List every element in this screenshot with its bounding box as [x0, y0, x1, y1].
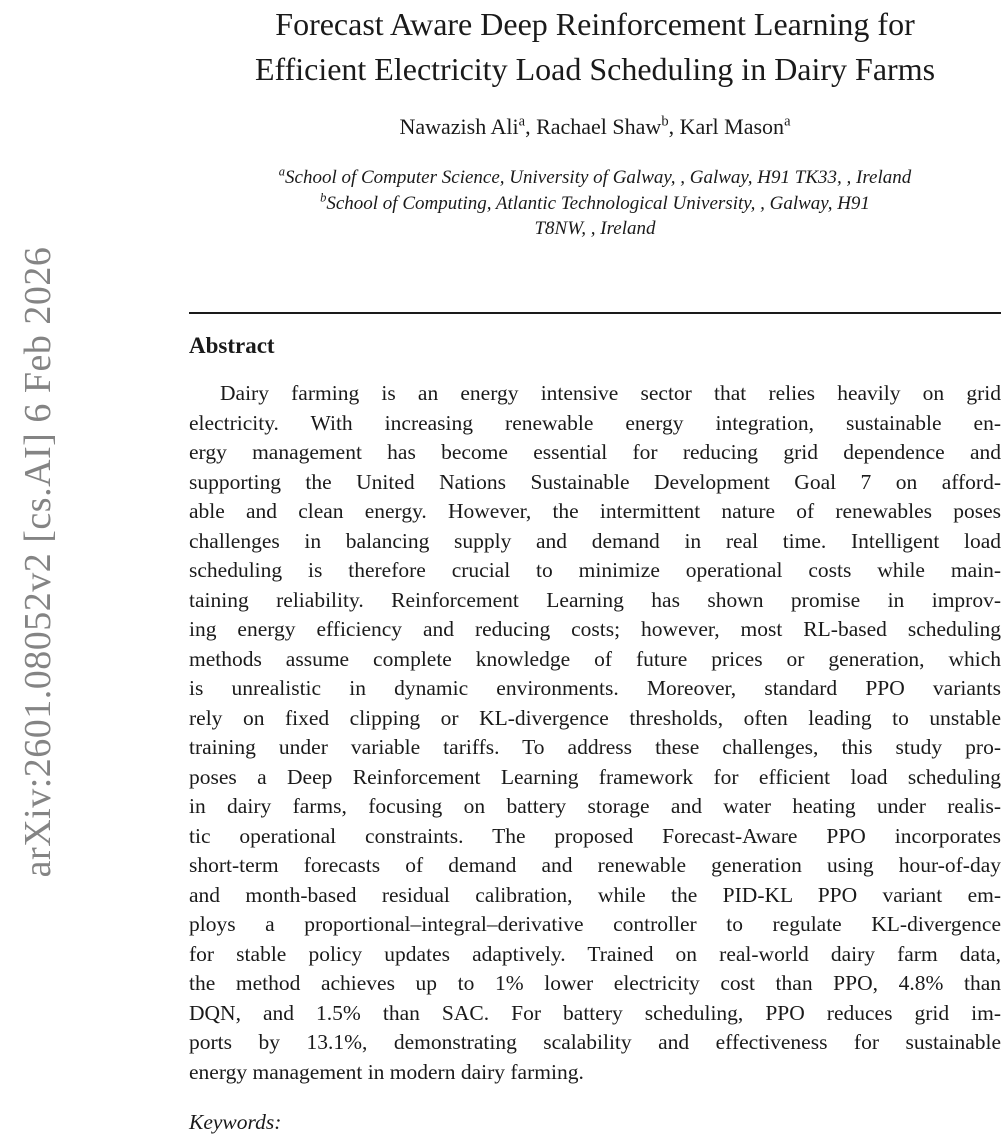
- abstract-line: able and clean energy. However, the intermittent nature of renewables poses: [189, 499, 1001, 523]
- abstract-line: energy management in modern dairy farming.: [189, 1059, 584, 1084]
- keywords-label: Keywords:: [189, 1110, 282, 1134]
- abstract-heading: Abstract: [189, 333, 275, 358]
- affiliation-line: T8NW, , Ireland: [534, 218, 656, 239]
- abstract-line: ergy management has become essential for reducing grid dependence and: [189, 440, 1001, 464]
- abstract-line: methods assume complete knowledge of future prices or generation, which: [189, 646, 1001, 671]
- abstract-line: rely on fixed clipping or KL-divergence thresholds, often leading to unstable: [189, 705, 1001, 730]
- affiliation-list: [189, 165, 1001, 242]
- abstract-line: ing energy efficiency and reducing costs; however, most RL-based scheduling: [189, 617, 1001, 641]
- abstract-body: [189, 379, 1001, 1087]
- abstract-top-rule: [189, 312, 1001, 314]
- abstract-line: ports by 13.1%, demonstrating scalability and effectiveness for sustainable: [189, 1030, 1001, 1054]
- affiliation-mark: b: [320, 190, 327, 205]
- arxiv-watermark: arXiv:2601.08052v2 [cs.AI] 6 Feb 2026: [17, 246, 59, 878]
- author-affiliation-mark: b: [661, 113, 669, 130]
- abstract-line: poses a Deep Reinforcement Learning framework for efficient load scheduling: [189, 764, 1001, 789]
- author-name: Rachael Shaw$^b$: [536, 113, 669, 139]
- paper-title-line-2: Efficient Electricity Load Scheduling in Dairy Farms: [254, 51, 936, 87]
- author-name: Karl Mason$^a$: [679, 113, 791, 139]
- affiliation-line: $^b$School of Computing, Atlantic Technological University, , Galway, H91: [320, 190, 870, 214]
- paper-content-column: [189, 0, 1001, 1139]
- abstract-line: ploys a proportional–integral–derivative controller to regulate KL-divergence: [189, 912, 1001, 936]
- abstract-line: challenges in balancing supply and demand in real time. Intelligent load: [189, 528, 1001, 553]
- paper-title-line-1: Forecast Aware Deep Reinforcement Learning for: [275, 6, 915, 42]
- abstract-line: DQN, and 1.5% than SAC. For battery scheduling, PPO reduces grid im-: [189, 1000, 1001, 1025]
- author-affiliation-mark: a: [518, 113, 526, 130]
- abstract-line: is unrealistic in dynamic environments. Moreover, standard PPO variants: [189, 676, 1001, 700]
- abstract-line: tic operational constraints. The proposed Forecast-Aware PPO incorporates: [189, 823, 1001, 848]
- abstract-line: supporting the United Nations Sustainable Development Goal 7 on afford-: [189, 469, 1001, 494]
- author-list: Nawazish Ali$^a$, Rachael Shaw$^b$, Karl Mason$^a$: [399, 113, 791, 139]
- abstract-line: in dairy farms, focusing on battery storage and water heating under realis-: [189, 794, 1001, 818]
- abstract-line: Dairy farming is an energy intensive sector that relies heavily on grid: [220, 381, 1001, 405]
- author-affiliation-mark: a: [784, 113, 791, 130]
- abstract-line: and month-based residual calibration, while the PID-KL PPO variant em-: [189, 882, 1001, 907]
- paper-title: [189, 2, 1001, 92]
- abstract-line: for stable policy updates adaptively. Trained on real-world dairy farm data,: [189, 941, 1001, 966]
- abstract-line: training under variable tariffs. To address these challenges, this study pro-: [189, 735, 1001, 759]
- abstract-line: taining reliability. Reinforcement Learning has shown promise in improv-: [189, 587, 1001, 612]
- abstract-line: the method achieves up to 1% lower electricity cost than PPO, 4.8% than: [189, 971, 1001, 995]
- affiliation-mark: a: [278, 164, 286, 179]
- abstract-line: scheduling is therefore crucial to minimize operational costs while main-: [189, 558, 1001, 582]
- abstract-line: short-term forecasts of demand and renewable generation using hour-of-day: [189, 853, 1001, 877]
- affiliation-line: $^a$School of Computer Science, University of Galway, , Galway, H91 TK33, , Ireland: [278, 164, 912, 188]
- author-name: Nawazish Ali$^a$: [399, 113, 526, 139]
- abstract-line: electricity. With increasing renewable energy integration, sustainable en-: [189, 410, 1001, 435]
